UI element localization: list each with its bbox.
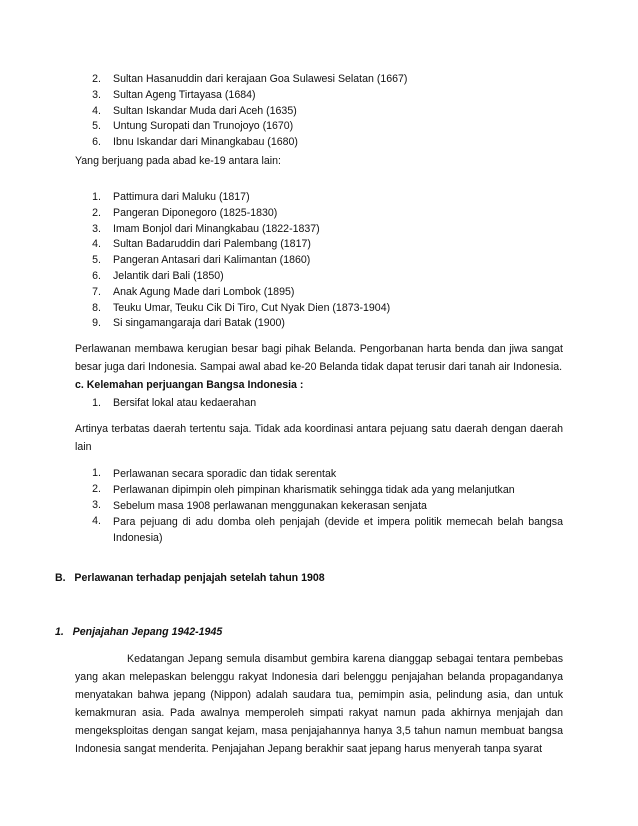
section-heading-1: 1. Penjajahan Jepang 1942-1945 xyxy=(55,626,223,638)
section-heading-b: B. Perlawanan terhadap penjajah setelah tahun 1908 xyxy=(55,572,325,584)
paragraph-jepang: Kedatangan Jepang semula disambut gembira karena dianggap sebagai tentara pembebas yang akan melepaskan belenggu rakyat Indonesia dari belenggu penjajahan belanda propagandanya menyatakan bahwa jepang (Nippon) adalah saudara tua, pemimpin asia, pelindung asia, dan untuk kemakmuran asia. Pada awalnya memperoleh simpati rakyat namun pada akhirnya menjajah dan mengeksploitas dengan sangat kejam, masa penjajahannya hanya 3,5 tahun namun membuat bangsa Indonesia sangat menderita. Penjajahan Jepang berakhir saat jepang harus menyerah tanpa syarat xyxy=(75,653,563,755)
list-item: 3. Sebelum masa 1908 perlawanan menggunakan kekerasan senjata xyxy=(92,499,427,512)
list-item: 9. Si singamangaraja dari Batak (1900) xyxy=(92,317,285,330)
list-item: 4. Sultan Iskandar Muda dari Aceh (1635) xyxy=(92,104,297,117)
list-item: 5. Pangeran Antasari dari Kalimantan (1860) xyxy=(92,254,311,267)
list-item: 1. Perlawanan secara sporadic dan tidak serentak xyxy=(92,467,337,480)
list-kelemahan-detail xyxy=(89,466,563,546)
list-item: 7. Anak Agung Made dari Lombok (1895) xyxy=(92,285,295,298)
list-item: 5. Untung Suropati dan Trunojoyo (1670) xyxy=(92,120,294,133)
list-item: 3. Imam Bonjol dari Minangkabau (1822-1837) xyxy=(92,222,320,235)
list-abad-17 xyxy=(89,72,407,151)
list-item: 1. Pattimura dari Maluku (1817) xyxy=(92,191,250,203)
list-item: 2. Pangeran Diponegoro (1825-1830) xyxy=(92,206,278,219)
paragraph-artinya: Artinya terbatas daerah tertentu saja. Tidak ada koordinasi antara pejuang satu daerah dengan daerah lain xyxy=(75,423,563,453)
list-item: 6. Ibnu Iskandar dari Minangkabau (1680) xyxy=(92,136,298,149)
list-item: 4. Para pejuang di adu domba oleh penjajah (devide et impera politik memecah belah bangsa Indonesia) xyxy=(92,515,563,544)
list-item: 2. Sultan Hasanuddin dari kerajaan Goa Sulawesi Selatan (1667) xyxy=(92,73,408,85)
list-item: 4. Sultan Badaruddin dari Palembang (1817) xyxy=(92,238,311,251)
heading-kelemahan: c. Kelemahan perjuangan Bangsa Indonesia : xyxy=(75,379,304,391)
list-item: 6. Jelantik dari Bali (1850) xyxy=(92,269,224,282)
paragraph-perlawanan: Perlawanan membawa kerugian besar bagi pihak Belanda. Pengorbanan harta benda dan jiwa sangat besar juga dari Indonesia. Sampai awal abad ke-20 Belanda tidak dapat terusir dari tanah air Indonesia. c. Kelemahan perjuangan Bangsa Indonesia : xyxy=(75,343,563,391)
list-item: 8. Teuku Umar, Teuku Cik Di Tiro, Cut Nyak Dien (1873-1904) xyxy=(92,301,391,314)
list-item: 3. Sultan Ageng Tirtayasa (1684) xyxy=(92,88,256,101)
list-kelemahan xyxy=(89,396,256,412)
intro-abad-19: Yang berjuang pada abad ke-19 antara lain: xyxy=(75,155,281,167)
list-item: 1. Bersifat lokal atau kedaerahan xyxy=(92,397,257,409)
list-item: 2. Perlawanan dipimpin oleh pimpinan kharismatik sehingga tidak ada yang melanjutkan xyxy=(92,483,515,496)
list-abad-19 xyxy=(89,190,390,332)
